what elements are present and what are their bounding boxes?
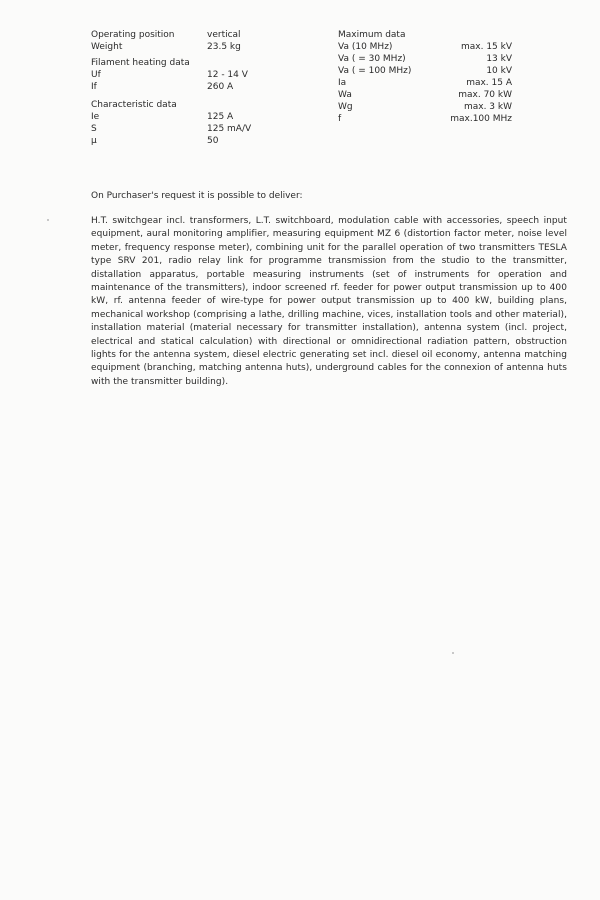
max-row xyxy=(338,65,528,77)
spec-value: vertical xyxy=(207,30,241,40)
spec-label: Uf xyxy=(91,70,101,80)
spec-row-weight xyxy=(91,41,331,53)
max-label: Ia xyxy=(338,78,347,88)
max-row xyxy=(338,113,528,125)
max-label: f xyxy=(338,114,342,124)
spec-row-if xyxy=(91,81,331,93)
margin-speck xyxy=(47,219,49,221)
max-value: max.100 MHz xyxy=(450,114,512,124)
delivery-paragraph: H.T. switchgear incl. transformers, L.T. switchboard, modulation cable with accessories, speech input equipment, aural monitoring amplifier, measuring equipment MZ 6 (distortion factor meter, noise level meter, frequency response meter), combining unit for the parallel operation of two transmitters TESLA type SRV 201, radio relay link for programme transmission from the studio to the transmitter, distallation apparatus, portable measuring instruments (set of instruments for operation and maintenance of the transmitters), indoor screened rf. feeder for power output transmission up to 400 kW, rf. antenna feeder of wire-type for power output transmission up to 400 kW, building plans, mechanical workshop (comprising a lathe, drilling machine, vices, installation tools and other material), installation material (material necessary for transmitter installation), antenna system (incl. project, electrical and statical calculation) with directional or omnidirectional radiation pattern, obstruction lights for the antenna system, diesel electric generating set incl. diesel oil economy, antenna matching equipment (branching, matching antenna huts), underground cables for the connexion of antenna huts with the transmitter building). xyxy=(91,216,567,387)
spec-value: 50 xyxy=(207,136,219,146)
spec-label: Ie xyxy=(91,112,100,122)
max-row xyxy=(338,41,528,53)
max-row xyxy=(338,89,528,101)
spec-value: 125 A xyxy=(207,112,234,122)
spec-label: S xyxy=(91,124,97,134)
spec-row-mu xyxy=(91,135,331,147)
spec-label: Weight xyxy=(91,42,123,52)
spec-label: If xyxy=(91,82,97,92)
max-value: max. 15 kV xyxy=(460,42,512,52)
spec-row-ie xyxy=(91,111,331,123)
max-label: Wa xyxy=(338,90,352,100)
max-label: Va ( = 100 MHz) xyxy=(338,66,412,76)
max-value: max. 15 A xyxy=(466,78,512,88)
spec-row-uf xyxy=(91,69,331,81)
spec-label: Operating position xyxy=(91,30,175,40)
spec-value: 125 mA/V xyxy=(207,124,252,134)
margin-speck xyxy=(452,652,454,654)
max-value: 10 kV xyxy=(486,66,512,76)
max-value: max. 3 kW xyxy=(463,102,512,112)
filament-heading: Filament heating data xyxy=(91,58,190,68)
spec-row-operating-position xyxy=(91,29,331,41)
maximum-data-heading: Maximum data xyxy=(338,30,406,40)
spec-label: μ xyxy=(91,136,97,146)
max-value: 13 kV xyxy=(486,54,512,64)
maximum-data-column xyxy=(338,29,528,125)
spec-value: 12 - 14 V xyxy=(207,70,248,80)
max-row xyxy=(338,101,528,113)
spec-value: 260 A xyxy=(207,82,234,92)
left-spec-column xyxy=(91,29,331,147)
characteristic-heading: Characteristic data xyxy=(91,100,177,110)
max-row xyxy=(338,77,528,89)
max-row xyxy=(338,53,528,65)
max-label: Va ( = 30 MHz) xyxy=(338,54,406,64)
delivery-intro: On Purchaser's request it is possible to deliver: xyxy=(91,191,303,201)
spec-row-s xyxy=(91,123,331,135)
max-value: max. 70 kW xyxy=(458,90,512,100)
max-label: Wg xyxy=(338,102,353,112)
spec-value: 23.5 kg xyxy=(207,42,241,52)
max-label: Va (10 MHz) xyxy=(338,42,393,52)
